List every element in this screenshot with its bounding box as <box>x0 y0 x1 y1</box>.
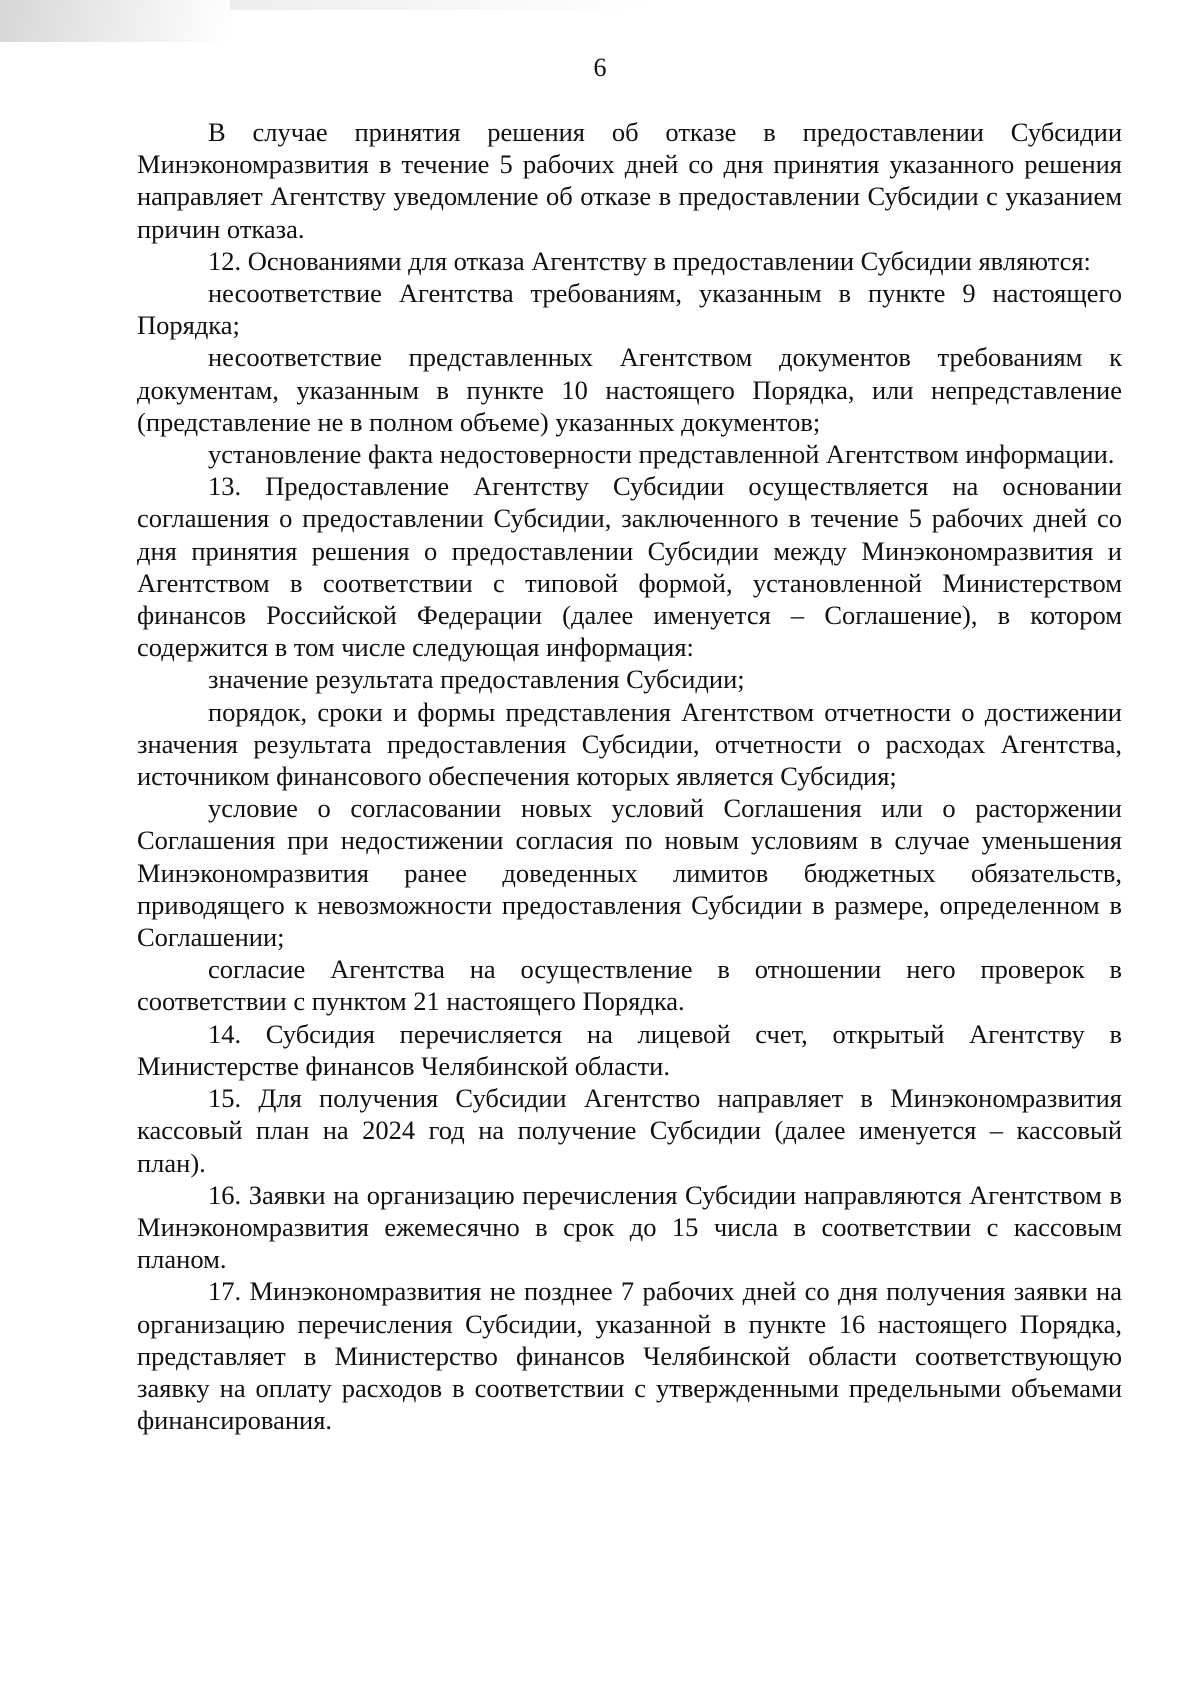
page-number: 6 <box>593 53 607 82</box>
paragraph-17-payment-request: 17. Минэкономразвития не позднее 7 рабочих дней со дня получения заявки на организацию перечисления Субсидии, указанной в пункте 16 настоящего Порядка, представляет в Министерство финансов Челябинской области соответствующую заявку на оплату расходов в соответствии с утвержденными предельными объемами финансирования. <box>137 1276 1122 1436</box>
paragraph-false-information: установление факта недостоверности представленной Агентством информации. <box>208 439 1115 470</box>
paragraph-inspections-consent: согласие Агентства на осуществление в отношении него проверок в соответствии с пунктом 21 настоящего Порядка. <box>137 954 1122 1017</box>
paragraph-14-transfer: 14. Субсидия перечисляется на лицевой счет, открытый Агентству в Министерстве финансов Челябинской области. <box>137 1018 1122 1081</box>
paragraph-12-grounds: 12. Основаниями для отказа Агентству в предоставлении Субсидии являются: <box>208 245 1091 276</box>
paragraph-result-value: значение результата предоставления Субсидии; <box>208 664 745 695</box>
paragraph-refusal-notice: В случае принятия решения об отказе в предоставлении Субсидии Минэкономразвития в течение 5 рабочих дней со дня принятия указанного решения направляет Агентству уведомление об отказе в предоставлении Субсидии с указанием причин отказа. <box>137 117 1122 244</box>
paragraph-13-agreement: 13. Предоставление Агентству Субсидии осуществляется на основании соглашения о предоставлении Субсидии, заключенного в течение 5 рабочих дней со дня принятия решения о предоставлении Субсидии между Минэкономразвития и Агентством в соответствии с типовой формой, установленной Министерством финансов Российской Федерации (далее именуется – Соглашение), в котором содержится в том числе следующая информация: <box>137 471 1122 663</box>
paragraph-new-conditions: условие о согласовании новых условий Соглашения или о расторжении Соглашения при недостижении согласия по новым условиям в случае уменьшения Минэкономразвития ранее доведенных лимитов бюджетных обязательств, приводящего к невозможности предоставления Субсидии в размере, определенном в Соглашении; <box>137 793 1122 953</box>
scan-shadow-edge <box>230 0 660 10</box>
paragraph-reporting: порядок, сроки и формы представления Агентством отчетности о достижении значения результата предоставления Субсидии, отчетности о расходах Агентства, источником финансового обеспечения которых является Субсидия; <box>137 696 1122 792</box>
paragraph-documents-mismatch: несоответствие представленных Агентством документов требованиям к документам, указанным в пункте 10 настоящего Порядка, или непредставление (представление не в полном объеме) указанных документов; <box>137 342 1122 437</box>
paragraph-16-applications: 16. Заявки на организацию перечисления Субсидии направляются Агентством в Минэкономразвития ежемесячно в срок до 15 числа в соответствии с кассовым планом. <box>137 1179 1122 1275</box>
paragraph-15-cash-plan: 15. Для получения Субсидии Агентство направляет в Минэкономразвития кассовый план на 2024 год на получение Субсидии (далее именуется – кассовый план). <box>137 1083 1122 1178</box>
paragraph-requirements-mismatch: несоответствие Агентства требованиям, указанным в пункте 9 настоящего Порядка; <box>137 278 1122 341</box>
document-body <box>137 116 1122 1436</box>
scan-shadow-corner <box>0 0 230 42</box>
